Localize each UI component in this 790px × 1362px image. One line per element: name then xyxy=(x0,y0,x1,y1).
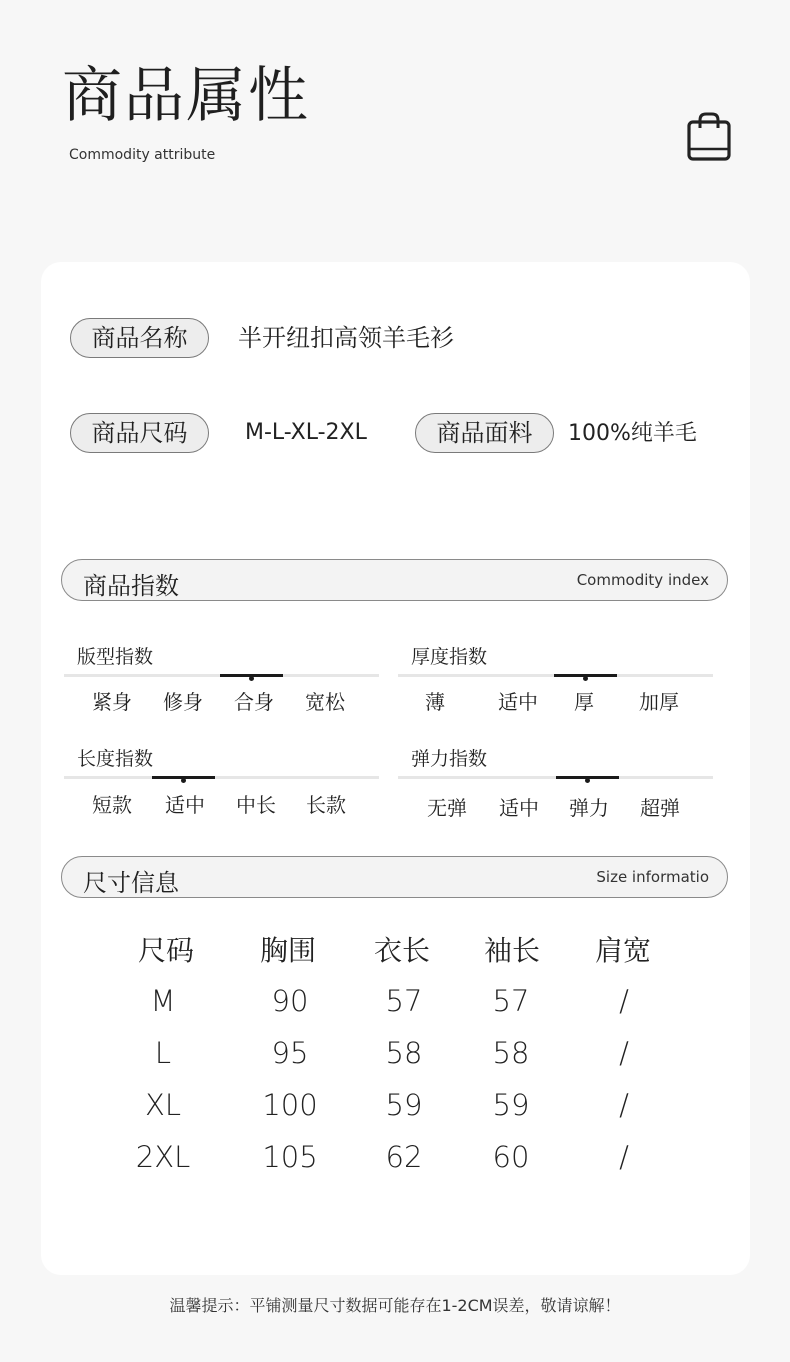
index-section-subtitle: Commodity index xyxy=(576,571,709,589)
elasticity-index-title: 弹力指数 xyxy=(411,748,488,770)
size-section-subtitle: Size informatio xyxy=(596,868,709,886)
length-index-title: 长度指数 xyxy=(77,748,154,770)
product-name-value: 半开纽扣高领羊毛衫 xyxy=(238,324,454,352)
elasticity-option-none: 无弹 xyxy=(427,796,467,820)
size-cell: / xyxy=(619,984,629,1018)
size-section-title: 尺寸信息 xyxy=(83,869,179,897)
size-cell: 90 xyxy=(271,984,309,1018)
elasticity-index-dot xyxy=(585,778,590,783)
page-subtitle: Commodity attribute xyxy=(69,147,216,163)
measurement-note: 温馨提示：平铺测量尺寸数据可能存在1-2CM误差，敬请谅解！ xyxy=(169,1296,621,1315)
length-option-long: 长款 xyxy=(306,793,346,817)
length-index-track xyxy=(64,776,379,779)
size-cell: / xyxy=(619,1036,629,1070)
size-cell: 62 xyxy=(385,1140,423,1174)
shopping-bag-icon xyxy=(686,112,732,162)
fit-option-tight: 紧身 xyxy=(92,690,132,714)
page-title: 商品属性 xyxy=(62,61,310,131)
elasticity-option-super: 超弹 xyxy=(640,796,680,820)
fit-index-dot xyxy=(249,676,254,681)
thickness-option-extra-thick: 加厚 xyxy=(639,690,679,714)
fit-option-loose: 宽松 xyxy=(305,690,345,714)
fit-option-slim: 修身 xyxy=(163,690,203,714)
thickness-option-medium: 适中 xyxy=(498,690,538,714)
size-cell: 2XL xyxy=(135,1140,191,1174)
size-header-shoulder: 肩宽 xyxy=(594,934,651,967)
product-size-value: M-L-XL-2XL xyxy=(245,420,367,445)
thickness-index-dot xyxy=(583,676,588,681)
size-cell: M xyxy=(150,984,176,1018)
fit-index-title: 版型指数 xyxy=(77,646,154,668)
length-index-dot xyxy=(181,778,186,783)
size-cell: XL xyxy=(144,1088,182,1122)
size-cell: 60 xyxy=(492,1140,530,1174)
index-section-title: 商品指数 xyxy=(83,572,179,600)
size-cell: 59 xyxy=(385,1088,423,1122)
thickness-index-title: 厚度指数 xyxy=(411,646,488,668)
length-option-regular: 适中 xyxy=(165,793,205,817)
product-name-label: 商品名称 xyxy=(70,318,209,358)
size-cell: 95 xyxy=(271,1036,309,1070)
commodity-index-bar xyxy=(61,559,728,601)
size-header-size: 尺码 xyxy=(137,934,194,967)
size-cell: 57 xyxy=(492,984,530,1018)
size-header-length: 衣长 xyxy=(373,934,430,967)
elasticity-option-medium: 适中 xyxy=(499,796,539,820)
thickness-option-thick: 厚 xyxy=(574,690,594,714)
size-cell: L xyxy=(154,1036,172,1070)
size-cell: / xyxy=(619,1088,629,1122)
length-option-mid-long: 中长 xyxy=(236,793,276,817)
length-option-short: 短款 xyxy=(92,793,132,817)
product-fabric-label: 商品面料 xyxy=(415,413,554,453)
size-cell: 105 xyxy=(262,1140,318,1174)
thickness-option-thin: 薄 xyxy=(425,690,445,714)
size-cell: 59 xyxy=(492,1088,530,1122)
size-cell: 57 xyxy=(385,984,423,1018)
product-fabric-value: 100%纯羊毛 xyxy=(568,421,697,446)
size-cell: 58 xyxy=(492,1036,530,1070)
size-header-chest: 胸围 xyxy=(259,934,316,967)
size-cell: 58 xyxy=(385,1036,423,1070)
size-info-bar xyxy=(61,856,728,898)
product-size-label: 商品尺码 xyxy=(70,413,209,453)
size-cell: / xyxy=(619,1140,629,1174)
elasticity-option-stretch: 弹力 xyxy=(569,796,609,820)
fit-option-regular: 合身 xyxy=(234,690,274,714)
size-header-sleeve: 袖长 xyxy=(483,934,540,967)
size-cell: 100 xyxy=(262,1088,318,1122)
